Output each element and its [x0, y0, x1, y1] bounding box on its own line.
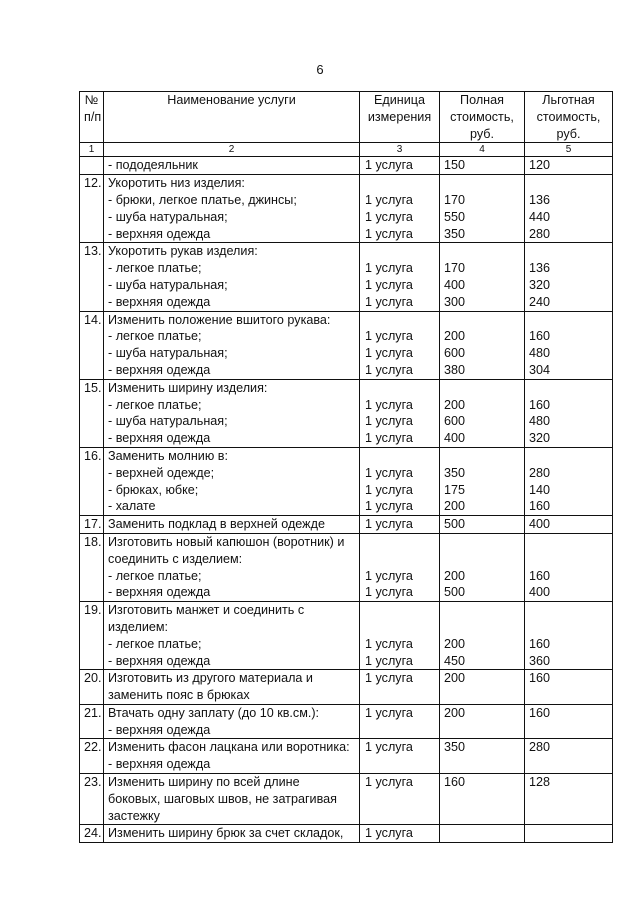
table-row — [80, 670, 613, 705]
discount-price-cell — [525, 825, 613, 843]
row-number-cell: 16. — [80, 447, 104, 515]
cell-line — [529, 312, 608, 329]
discount-price-cell — [525, 243, 613, 311]
cell-line — [365, 551, 435, 568]
service-name-cell — [104, 602, 360, 670]
cell-line — [529, 175, 608, 192]
full-price-cell — [440, 379, 525, 447]
cell-line — [529, 448, 608, 465]
cell-line: Изменить ширину изделия: — [108, 380, 268, 395]
cell-line: 160 — [529, 397, 551, 412]
table-row — [80, 516, 613, 534]
unit-cell — [360, 379, 440, 447]
cell-line: 300 — [444, 294, 466, 309]
cell-line: 400 — [444, 431, 466, 446]
service-name-cell — [104, 447, 360, 515]
cell-line: заменить пояс в брюках — [108, 688, 250, 703]
cell-line: - верхняя одежда — [108, 431, 211, 446]
cell-line — [529, 380, 608, 397]
full-price-cell — [440, 739, 525, 774]
cell-line — [529, 808, 608, 825]
unit-cell — [360, 447, 440, 515]
cell-line: - шуба натуральная; — [108, 346, 228, 361]
cell-line: 500 — [444, 517, 466, 532]
cell-line: 1 услуга — [365, 329, 413, 344]
cell-line: 1 услуга — [365, 294, 413, 309]
row-number-cell: 12. — [80, 175, 104, 243]
cell-line: 1 услуга — [365, 431, 413, 446]
service-name-cell — [104, 379, 360, 447]
cell-line — [529, 551, 608, 568]
cell-line: - верхняя одежда — [108, 722, 211, 737]
cell-line — [365, 808, 435, 825]
cell-line — [529, 243, 608, 260]
cell-line: 1 услуга — [365, 775, 413, 790]
cell-line: 200 — [444, 568, 466, 583]
cell-line: 1 услуга — [365, 585, 413, 600]
cell-line: 175 — [444, 482, 466, 497]
cell-line: Укоротить рукав изделия: — [108, 244, 258, 259]
cell-line: - легкое платье; — [108, 636, 202, 651]
cell-line: 280 — [529, 226, 551, 241]
table-header-row — [80, 92, 613, 143]
cell-line — [444, 448, 520, 465]
header-line: № — [84, 93, 99, 107]
cell-line: 320 — [529, 431, 551, 446]
cell-line: 1 услуга — [365, 568, 413, 583]
cell-line: 1 услуга — [365, 192, 413, 207]
table-row — [80, 243, 613, 311]
cell-line: Изготовить новый капюшон (воротник) и — [108, 534, 345, 549]
header-line: Наименование услуги — [167, 93, 296, 107]
row-number-cell: 19. — [80, 602, 104, 670]
cell-line: 160 — [529, 499, 551, 514]
cell-line: Изготовить из другого материала и — [108, 671, 313, 686]
cell-line — [444, 619, 520, 636]
cell-line: 1 услуга — [365, 346, 413, 361]
table-row — [80, 704, 613, 739]
cell-line: - верхняя одежда — [108, 294, 211, 309]
row-number-cell: 13. — [80, 243, 104, 311]
cell-line: 1 услуга — [365, 414, 413, 429]
cell-line — [365, 312, 435, 329]
cell-line: 1 услуга — [365, 261, 413, 276]
discount-price-cell — [525, 774, 613, 825]
cell-line — [365, 175, 435, 192]
cell-line: 500 — [444, 585, 466, 600]
unit-cell — [360, 533, 440, 601]
cell-line: боковых, шаговых швов, не затрагивая — [108, 791, 337, 806]
table-row — [80, 379, 613, 447]
discount-price-cell — [525, 447, 613, 515]
cell-line: 280 — [529, 740, 551, 755]
service-name-cell — [104, 774, 360, 825]
cell-line: - шуба натуральная; — [108, 414, 228, 429]
row-number-cell: 18. — [80, 533, 104, 601]
row-number-cell: 22. — [80, 739, 104, 774]
cell-line: 304 — [529, 362, 551, 377]
cell-line: 400 — [444, 277, 466, 292]
table-row — [80, 825, 613, 843]
cell-line: 140 — [529, 482, 551, 497]
table-row — [80, 602, 613, 670]
full-price-cell — [440, 533, 525, 601]
page-number: 6 — [316, 62, 324, 77]
cell-line — [365, 791, 435, 808]
cell-line: - верхняя одежда — [108, 585, 211, 600]
cell-line: 1 услуга — [365, 636, 413, 651]
cell-line: - халате — [108, 499, 156, 514]
cell-line: - легкое платье; — [108, 568, 202, 583]
cell-line: застежку — [108, 808, 160, 823]
cell-line: 160 — [529, 705, 551, 720]
header-line: руб. — [556, 126, 581, 141]
cell-line — [365, 687, 435, 704]
unit-cell — [360, 704, 440, 739]
cell-line: 1 услуга — [365, 740, 413, 755]
cell-line: 350 — [444, 226, 466, 241]
cell-line — [529, 687, 608, 704]
cell-line: - верхняя одежда — [108, 757, 211, 772]
service-name-cell — [104, 243, 360, 311]
row-number-cell: 15. — [80, 379, 104, 447]
cell-line — [365, 534, 435, 551]
cell-line: 1 услуга — [365, 397, 413, 412]
full-price-cell — [440, 774, 525, 825]
discount-price-cell — [525, 175, 613, 243]
cell-line: 200 — [444, 499, 466, 514]
cell-line: Изменить фасон лацкана или воротника: — [108, 740, 350, 755]
cell-line: 200 — [444, 329, 466, 344]
cell-line: 1 услуга — [365, 277, 413, 292]
column-index-row — [80, 143, 613, 157]
discount-price-cell — [525, 157, 613, 175]
row-number-cell: 24. — [80, 825, 104, 843]
full-price-cell — [440, 243, 525, 311]
unit-cell — [360, 825, 440, 843]
row-number-cell: 17. — [80, 516, 104, 534]
header-line: Единица — [374, 93, 425, 107]
cell-line — [444, 687, 520, 704]
full-price-cell — [440, 602, 525, 670]
cell-line — [444, 808, 520, 825]
service-name-cell — [104, 516, 360, 534]
cell-line: 1 услуга — [365, 705, 413, 720]
row-number-cell: 23. — [80, 774, 104, 825]
cell-line: 400 — [529, 517, 551, 532]
discount-price-cell — [525, 602, 613, 670]
cell-line: - верхняя одежда — [108, 226, 211, 241]
cell-line: Заменить молнию в: — [108, 448, 228, 463]
header-line: Полная — [460, 93, 504, 107]
cell-line: 280 — [529, 465, 551, 480]
discount-price-cell — [525, 516, 613, 534]
row-number-cell: 14. — [80, 311, 104, 379]
discount-price-cell — [525, 311, 613, 379]
discount-price-cell — [525, 704, 613, 739]
cell-line: 1 услуга — [365, 653, 413, 668]
cell-line: 1 услуга — [365, 671, 413, 686]
cell-line — [444, 243, 520, 260]
header-line: стоимость, — [536, 109, 601, 124]
unit-cell — [360, 175, 440, 243]
unit-cell — [360, 311, 440, 379]
unit-cell — [360, 516, 440, 534]
service-name-cell — [104, 311, 360, 379]
cell-line: Заменить подклад в верхней одежде — [108, 517, 325, 532]
unit-cell — [360, 243, 440, 311]
cell-line: 400 — [529, 585, 551, 600]
full-price-cell — [440, 447, 525, 515]
cell-line: 600 — [444, 414, 466, 429]
cell-line: 1 услуга — [365, 826, 413, 841]
service-name-cell — [104, 175, 360, 243]
service-name-cell — [104, 670, 360, 705]
cell-line — [365, 756, 435, 773]
cell-line: - шуба натуральная; — [108, 209, 228, 224]
cell-line: 480 — [529, 346, 551, 361]
full-price-cell — [440, 516, 525, 534]
cell-line: 150 — [444, 158, 466, 173]
cell-line: 240 — [529, 294, 551, 309]
table-row — [80, 175, 613, 243]
cell-line: 128 — [529, 775, 551, 790]
cell-line: - легкое платье; — [108, 329, 202, 344]
cell-line: 1 услуга — [365, 482, 413, 497]
cell-line: Укоротить низ изделия: — [108, 176, 245, 191]
cell-line — [365, 722, 435, 739]
column-index: 3 — [360, 143, 440, 157]
cell-line: изделием: — [108, 619, 169, 634]
cell-line: 440 — [529, 209, 551, 224]
unit-cell — [360, 670, 440, 705]
full-price-cell — [440, 670, 525, 705]
cell-line: 480 — [529, 414, 551, 429]
cell-line: - легкое платье; — [108, 261, 202, 276]
cell-line — [365, 619, 435, 636]
service-name-cell — [104, 704, 360, 739]
column-index: 1 — [80, 143, 104, 157]
cell-line: 200 — [444, 705, 466, 720]
cell-line: 1 услуга — [365, 362, 413, 377]
header-line: п/п — [84, 109, 102, 124]
table-row — [80, 739, 613, 774]
cell-line — [529, 791, 608, 808]
cell-line: 160 — [529, 329, 551, 344]
header-service-name — [104, 92, 360, 143]
cell-line — [444, 722, 520, 739]
header-line: стоимость, — [450, 109, 514, 124]
cell-line — [529, 722, 608, 739]
unit-cell — [360, 774, 440, 825]
unit-cell — [360, 157, 440, 175]
full-price-cell — [440, 311, 525, 379]
full-price-cell — [440, 704, 525, 739]
header-line: Льготная — [542, 93, 595, 107]
cell-line — [529, 619, 608, 636]
cell-line: 450 — [444, 653, 466, 668]
service-name-cell — [104, 739, 360, 774]
cell-line — [444, 825, 520, 842]
cell-line: 160 — [529, 636, 551, 651]
full-price-cell — [440, 825, 525, 843]
cell-line — [444, 312, 520, 329]
cell-line — [529, 602, 608, 619]
cell-line: - брюки, легкое платье, джинсы; — [108, 192, 297, 207]
column-index: 2 — [104, 143, 360, 157]
table-row — [80, 533, 613, 601]
cell-line — [444, 756, 520, 773]
cell-line — [444, 551, 520, 568]
cell-line: 380 — [444, 362, 466, 377]
cell-line: Изменить ширину брюк за счет складок, — [108, 826, 344, 841]
cell-line: 200 — [444, 397, 466, 412]
cell-line: - верхняя одежда — [108, 362, 211, 377]
discount-price-cell — [525, 379, 613, 447]
cell-line: 200 — [444, 671, 466, 686]
table-row — [80, 311, 613, 379]
cell-line: 120 — [529, 158, 551, 173]
cell-line: 160 — [529, 568, 551, 583]
table-row — [80, 157, 613, 175]
cell-line: 350 — [444, 740, 466, 755]
cell-line: соединить с изделием: — [108, 551, 243, 566]
column-index: 4 — [440, 143, 525, 157]
cell-line: 360 — [529, 653, 551, 668]
header-line: руб. — [469, 126, 494, 141]
full-price-cell — [440, 157, 525, 175]
cell-line — [444, 534, 520, 551]
header-unit — [360, 92, 440, 143]
cell-line: 160 — [529, 671, 551, 686]
cell-line: 200 — [444, 636, 466, 651]
cell-line — [444, 380, 520, 397]
service-name-cell — [104, 825, 360, 843]
header-line: измерения — [367, 109, 432, 124]
cell-line: 550 — [444, 209, 466, 224]
cell-line: 136 — [529, 261, 551, 276]
cell-line: 1 услуга — [365, 209, 413, 224]
cell-line: Изменить положение вшитого рукава: — [108, 312, 331, 327]
cell-line: - легкое платье; — [108, 397, 202, 412]
cell-line — [444, 602, 520, 619]
cell-line: 170 — [444, 261, 466, 276]
header-discount-price — [525, 92, 613, 143]
cell-line: 600 — [444, 346, 466, 361]
column-index: 5 — [525, 143, 613, 157]
table-row — [80, 447, 613, 515]
cell-line — [365, 602, 435, 619]
header-full-price — [440, 92, 525, 143]
row-number-cell — [80, 157, 104, 175]
cell-line: Изготовить манжет и соединить с — [108, 603, 305, 618]
cell-line: 170 — [444, 192, 466, 207]
cell-line: - брюках, юбке; — [108, 482, 199, 497]
cell-line — [529, 534, 608, 551]
row-number-cell: 20. — [80, 670, 104, 705]
cell-line: 1 услуга — [365, 499, 413, 514]
unit-cell — [360, 602, 440, 670]
cell-line — [365, 380, 435, 397]
cell-line — [365, 448, 435, 465]
cell-line: 1 услуга — [365, 226, 413, 241]
cell-line: 1 услуга — [365, 465, 413, 480]
cell-line — [444, 791, 520, 808]
cell-line: 136 — [529, 192, 551, 207]
cell-line: - пододеяльник — [108, 158, 198, 173]
discount-price-cell — [525, 739, 613, 774]
cell-line — [365, 243, 435, 260]
cell-line: 320 — [529, 277, 551, 292]
cell-line — [529, 756, 608, 773]
cell-line: 1 услуга — [365, 517, 413, 532]
cell-line: Втачать одну заплату (до 10 кв.см.): — [108, 705, 320, 720]
unit-cell — [360, 739, 440, 774]
cell-line: 350 — [444, 465, 466, 480]
cell-line: - верхней одежде; — [108, 465, 215, 480]
cell-line: Изменить ширину по всей длине — [108, 775, 300, 790]
cell-line: - шуба натуральная; — [108, 277, 228, 292]
cell-line: 1 услуга — [365, 158, 413, 173]
cell-line — [444, 175, 520, 192]
cell-line: 160 — [444, 775, 466, 790]
cell-line: - верхняя одежда — [108, 653, 211, 668]
table-row — [80, 774, 613, 825]
header-number — [80, 92, 104, 143]
discount-price-cell — [525, 533, 613, 601]
cell-line — [529, 825, 608, 842]
service-name-cell — [104, 157, 360, 175]
row-number-cell: 21. — [80, 704, 104, 739]
full-price-cell — [440, 175, 525, 243]
table-body — [80, 157, 613, 843]
service-name-cell — [104, 533, 360, 601]
discount-price-cell — [525, 670, 613, 705]
price-table — [79, 91, 613, 843]
